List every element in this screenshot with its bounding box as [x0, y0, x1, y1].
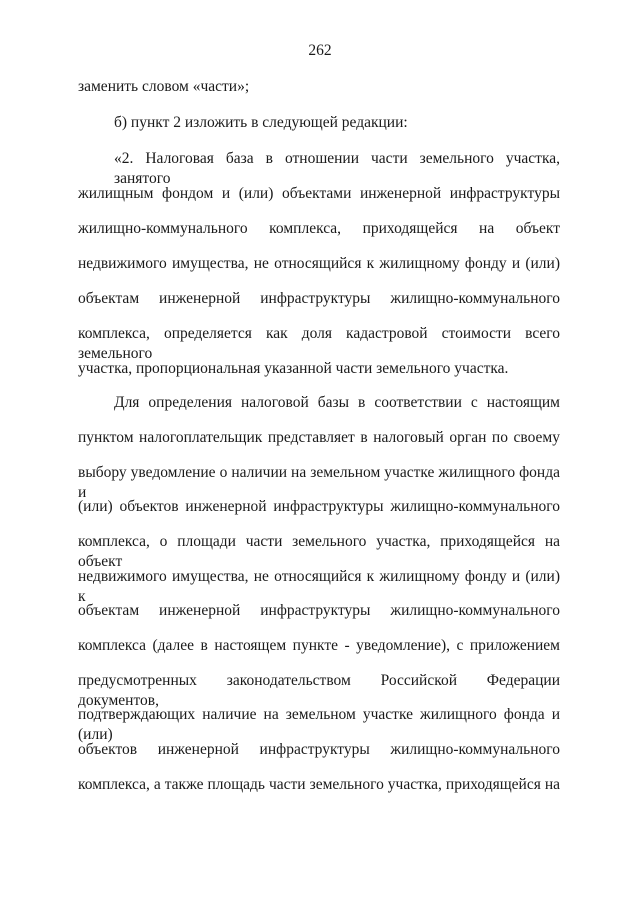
text-line: комплекса, а также площадь части земельного участка, приходящейся на: [78, 776, 560, 793]
text-line: комплекса (далее в настоящем пункте - уведомление), с приложением: [78, 637, 560, 654]
text-line: заменить словом «части»;: [78, 78, 250, 95]
text-line: б) пункт 2 изложить в следующей редакции:: [114, 114, 408, 131]
text-line: выбору уведомление о наличии на земельном участке жилищного фонда и: [78, 464, 560, 501]
text-line: объектам инженерной инфраструктуры жилищно-коммунального: [78, 602, 560, 619]
text-line: объектов инженерной инфраструктуры жилищно-коммунального: [78, 741, 560, 758]
text-line: подтверждающих наличие на земельном участке жилищного фонда и (или): [78, 706, 560, 743]
text-line: «2. Налоговая база в отношении части земельного участка, занятого: [114, 150, 560, 187]
text-line: недвижимого имущества, не относящийся к жилищному фонду и (или): [78, 255, 560, 272]
text-line: участка, пропорциональная указанной части земельного участка.: [78, 360, 509, 377]
page-number: 262: [308, 42, 332, 59]
text-line: жилищно-коммунального комплекса, приходящейся на объект: [78, 220, 560, 237]
text-line: комплекса, о площади части земельного участка, приходящейся на объект: [78, 533, 560, 570]
text-line: объектам инженерной инфраструктуры жилищно-коммунального: [78, 290, 560, 307]
text-line: (или) объектов инженерной инфраструктуры жилищно-коммунального: [78, 498, 560, 515]
text-line: недвижимого имущества, не относящийся к жилищному фонду и (или) к: [78, 568, 560, 605]
text-line: пунктом налогоплательщик представляет в налоговый орган по своему: [78, 429, 560, 446]
text-line: предусмотренных законодательством Российской Федерации документов,: [78, 672, 560, 709]
text-line: жилищным фондом и (или) объектами инженерной инфраструктуры: [78, 185, 560, 202]
text-line: комплекса, определяется как доля кадастровой стоимости всего земельного: [78, 325, 560, 362]
text-line: Для определения налоговой базы в соответствии с настоящим: [114, 394, 560, 411]
